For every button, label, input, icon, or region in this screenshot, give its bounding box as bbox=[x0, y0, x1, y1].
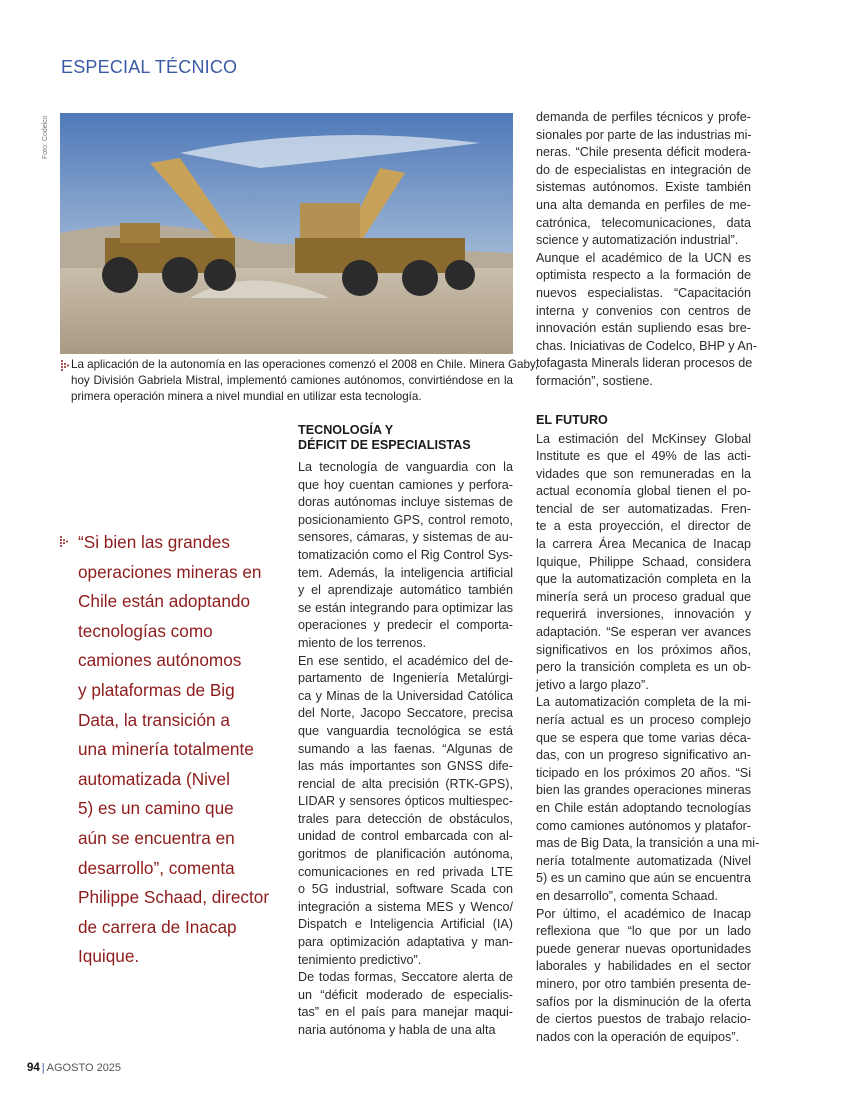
text-line: sionales por parte de las industrias mi- bbox=[536, 127, 752, 142]
text-line: doras autónomas incluye sistemas de bbox=[298, 495, 513, 510]
text-line: tofagasta Minerals lideran procesos de bbox=[536, 356, 753, 371]
text-line: nados con la operación de equipos”. bbox=[536, 1029, 740, 1044]
page-number: 94 bbox=[27, 1062, 40, 1074]
quote-line: tecnologías como bbox=[78, 620, 213, 641]
text-line: rencial de alta precisión (RTK-GPS), bbox=[298, 776, 513, 791]
issue-date: AGOSTO 2025 bbox=[46, 1062, 122, 1074]
text-line: tomatización como el Rig Control Sys- bbox=[298, 547, 513, 562]
autonomous-mining-trucks-photo bbox=[60, 113, 513, 354]
text-line: naria autónoma y habla de una alta bbox=[298, 1023, 496, 1037]
text-line: laborales y habilidades en el sector bbox=[536, 959, 751, 974]
text-line: te a esta proyección, el director de bbox=[536, 519, 751, 534]
text-line: en desarrollo”, comenta Schaad. bbox=[536, 888, 719, 903]
quote-line: Chile están adoptando bbox=[78, 591, 251, 612]
text-line: nería actual es un proceso complejo bbox=[536, 713, 751, 727]
quote-line: desarrollo”, comenta bbox=[78, 857, 235, 878]
text-line: que hoy cuentan camiones y perfora- bbox=[298, 477, 513, 492]
text-line: La tecnología de vanguardia con la bbox=[298, 460, 513, 474]
text-line: comunicaciones en red privada LTE bbox=[298, 864, 513, 879]
text-line: trales para detección de obstáculos, bbox=[298, 811, 513, 826]
text-line: del Norte, Jacopo Seccatore, precisa bbox=[298, 706, 513, 721]
text-line: catrónica, telecomunicaciones, data bbox=[536, 215, 751, 230]
text-line: actual economía global tienen el po- bbox=[536, 484, 751, 499]
section-heading: TECNOLOGÍA Y bbox=[298, 423, 394, 437]
text-line: un “déficit moderado de especialis- bbox=[298, 987, 513, 1002]
quote-line: de carrera de Inacap bbox=[78, 916, 237, 937]
text-line: sumando a las faenas. “Algunas de bbox=[298, 741, 513, 756]
text-line: ticipado en los próximos 20 años. “Si bbox=[536, 765, 751, 780]
quote-line: automatizada (Nivel bbox=[78, 768, 230, 789]
quote-line: y plataformas de Big bbox=[78, 679, 235, 700]
text-line: reflexiona que “lo que por un lado bbox=[536, 924, 751, 939]
section-heading: DÉFICIT DE ESPECIALISTAS bbox=[298, 438, 471, 452]
text-line: de ciertos puestos de trabajo relacio- bbox=[536, 1012, 751, 1027]
quote-line: aún se encuentra en bbox=[78, 827, 235, 848]
text-line: partamento de Ingeniería Metalúrgi- bbox=[298, 671, 513, 686]
article-column-2 bbox=[298, 423, 513, 1040]
quote-line: “Si bien las grandes bbox=[78, 532, 230, 552]
text-line: una alta demanda en perfiles de me- bbox=[536, 197, 751, 212]
quote-line: Data, la transición a bbox=[78, 709, 230, 730]
photo-credit bbox=[42, 115, 56, 175]
caption-line: primera operación minera a nivel mundial en utilizar esta tecnología. bbox=[71, 390, 422, 403]
text-line: science y automatización industrial”. bbox=[536, 233, 739, 248]
text-line: en Chile están adoptando tecnologías bbox=[536, 800, 751, 815]
text-line: La automatización completa de la mi- bbox=[536, 695, 751, 710]
paragraph bbox=[536, 109, 751, 250]
text-line: sensores, cámaras, y sistemas de au- bbox=[298, 530, 513, 545]
text-line: unidad de control embarcada con al- bbox=[298, 829, 513, 844]
section-title: ESPECIAL TÉCNICO bbox=[61, 57, 238, 77]
caption-line: hoy División Gabriela Mistral, implementó camiones autónomos, convirtiéndose en la bbox=[71, 374, 513, 387]
text-line: minero, por otro también presenta de- bbox=[536, 976, 751, 991]
text-line: Aunque el académico de la UCN es bbox=[536, 250, 751, 265]
text-line: De todas formas, Seccatore alerta de bbox=[298, 970, 513, 985]
text-line: LIDAR y sensores ópticos multiespec- bbox=[298, 794, 513, 809]
text-line: para optimización adaptativa y man- bbox=[298, 935, 513, 950]
text-line: mas de Big Data, la transición a una mi- bbox=[536, 836, 760, 851]
quote-line: Philippe Schaad, director bbox=[78, 887, 270, 908]
text-line: que vanguardia tecnológica se está bbox=[298, 723, 513, 738]
section-heading: EL FUTURO bbox=[536, 412, 608, 427]
text-line: significativos en los próximos años, bbox=[536, 642, 751, 657]
text-line: chas. Iniciativas de Codelco, BHP y An- bbox=[536, 338, 757, 353]
text-line: como camiones autónomos y platafor- bbox=[536, 818, 751, 833]
text-line: tem. Además, la inteligencia artificial bbox=[298, 565, 513, 580]
text-line: En ese sentido, el académico del de- bbox=[298, 653, 513, 668]
text-line: das, con un progreso significativo an- bbox=[536, 748, 751, 763]
text-line: nería totalmente automatizada (Nivel bbox=[536, 853, 751, 868]
quote-line: una minería totalmente bbox=[78, 739, 254, 760]
page-footer bbox=[27, 1062, 121, 1074]
caption-line: La aplicación de la autonomía en las operaciones comenzó el 2008 en Chile. Minera Gaby, bbox=[71, 358, 539, 371]
pull-quote bbox=[78, 528, 283, 972]
text-line: minería será un proceso gradual que bbox=[536, 589, 751, 604]
paragraph bbox=[536, 906, 751, 1047]
quote-line: operaciones mineras en bbox=[78, 561, 262, 582]
text-line: pero la transición completa es un ob- bbox=[536, 660, 751, 675]
text-line: goritmos de planificación autónoma, bbox=[298, 847, 513, 862]
text-line: neras. “Chile presenta déficit modera- bbox=[536, 145, 751, 160]
text-line: puede generar nuevas oportunidades bbox=[536, 941, 751, 956]
text-line: Institute es que el 49% de las acti- bbox=[536, 449, 751, 464]
text-line: miento de los terrenos. bbox=[298, 635, 427, 650]
paragraph bbox=[298, 969, 513, 1039]
text-line: se están integrando para optimizar las bbox=[298, 600, 513, 615]
text-line: las más importantes son GNSS dife- bbox=[298, 759, 513, 774]
text-line: o 5G industrial, software Scada con bbox=[298, 882, 513, 897]
text-line: tenimiento predictivo”. bbox=[298, 952, 422, 967]
text-line: do de especialistas en integración de bbox=[536, 162, 751, 177]
quote-line: camiones autónomos bbox=[78, 650, 242, 671]
footer-separator: | bbox=[41, 1062, 45, 1074]
text-line: Dispatch e Inteligencia Artificial (IA) bbox=[298, 917, 513, 932]
text-line: posicionamiento GPS, control remoto, bbox=[298, 512, 513, 527]
text-line: adaptación. “Se esperan ver avances bbox=[536, 625, 751, 640]
article-column-3 bbox=[536, 109, 760, 1046]
text-line: integración a sistema MES y Wenco/ bbox=[298, 899, 513, 914]
text-line: operaciones y predecir el comporta- bbox=[298, 618, 513, 633]
text-line: La estimación del McKinsey Global bbox=[536, 431, 751, 446]
paragraph bbox=[536, 694, 760, 905]
text-line: nuevos especialistas. “Capacitación bbox=[536, 285, 751, 300]
text-line: 5) es un camino que aún se encuentra bbox=[536, 871, 751, 886]
quote-line: Iquique. bbox=[78, 946, 140, 967]
text-line: bien las grandes operaciones mineras bbox=[536, 783, 751, 798]
text-line: optimista respecto a la formación de bbox=[536, 268, 751, 283]
photo-credit-text: Foto: Codelco bbox=[42, 115, 49, 159]
quote-line: 5) es un camino que bbox=[78, 798, 234, 819]
text-line: requerirá inversiones, innovación y bbox=[536, 607, 751, 622]
text-line: Iquique, Philippe Schaad, considera bbox=[536, 554, 751, 569]
text-line: interna y convenios con centros de bbox=[536, 303, 751, 318]
text-line: demanda de perfiles técnicos y profe- bbox=[536, 110, 751, 124]
paragraph bbox=[536, 431, 751, 695]
text-line: ca y Minas de la Universidad Católica bbox=[298, 688, 513, 703]
text-line: que se espera que tome varias déca- bbox=[536, 730, 751, 745]
photo-caption bbox=[60, 357, 539, 405]
text-line: vidades que son remuneradas en la bbox=[536, 466, 751, 481]
text-line: sistemas autónomos. Existe también bbox=[536, 180, 751, 195]
text-line: innovación están supliendo esas bre- bbox=[536, 321, 751, 336]
text-line: formación”, sostiene. bbox=[536, 373, 653, 388]
text-line: la carrera Área Mecanica de Inacap bbox=[536, 537, 751, 552]
text-line: Por último, el académico de Inacap bbox=[536, 906, 751, 921]
paragraph bbox=[298, 653, 513, 970]
text-line: safíos por la disminución de la oferta bbox=[536, 994, 751, 1009]
text-line: que la automatización completa en la bbox=[536, 572, 751, 587]
text-line: tencial de ser automatizadas. Fren- bbox=[536, 501, 751, 516]
paragraph bbox=[536, 250, 757, 391]
dotted-arrow-bullet-icon bbox=[59, 535, 69, 549]
text-line: tas” en el país para manejar maqui- bbox=[298, 1005, 513, 1020]
paragraph bbox=[298, 459, 513, 653]
text-line: jetivo a largo plazo”. bbox=[536, 677, 649, 692]
dotted-arrow-bullet-icon bbox=[60, 359, 70, 373]
text-line: y el aprendizaje automático también bbox=[298, 583, 513, 598]
